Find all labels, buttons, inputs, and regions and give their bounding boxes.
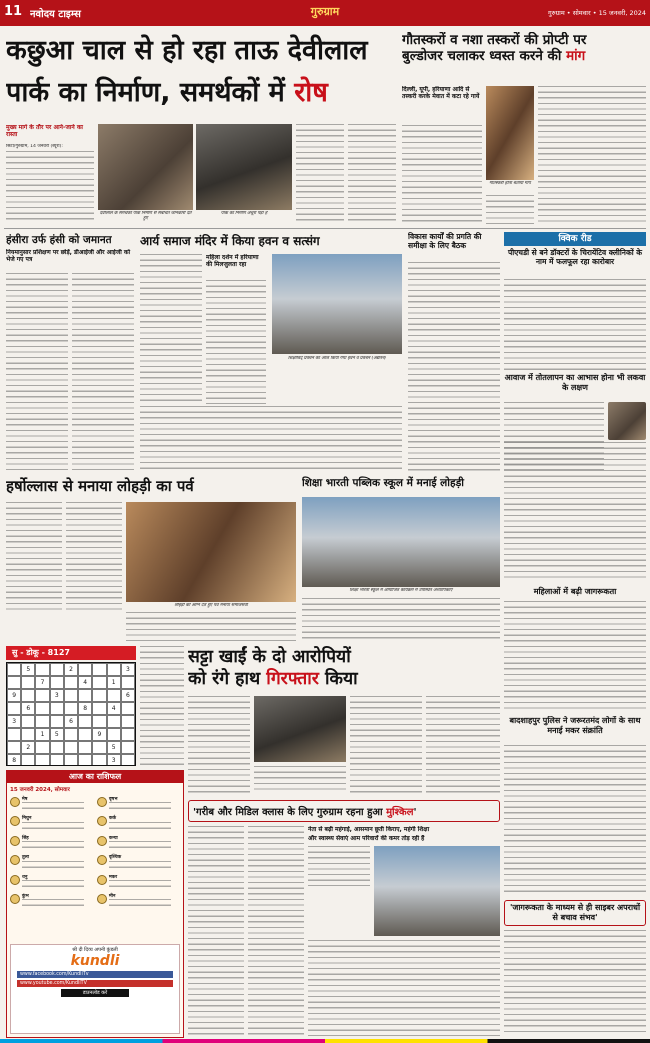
sudoku-cell <box>64 754 78 766</box>
sudoku-cell: 6 <box>64 715 78 728</box>
sudoku-cell <box>50 741 64 754</box>
lead-caption-2: पार्क का निर्माण अधूरा पड़ा है <box>220 211 268 216</box>
sudoku-cell: 3 <box>7 715 21 728</box>
sudoku-cell: 8 <box>78 702 92 715</box>
zodiac-text <box>109 802 171 813</box>
sudoku-cell: 2 <box>64 663 78 676</box>
sudoku-cell <box>64 728 78 741</box>
lead-headline <box>6 30 394 120</box>
arya-caption: शिक्षाविद् प्रवचन का आज किया गया हवन व प्रवचन (अद्यतन) <box>288 356 386 361</box>
sudoku-cell <box>35 663 49 676</box>
zodiac-item <box>10 894 93 910</box>
zodiac-text <box>109 822 171 833</box>
zodiac-item <box>97 836 180 852</box>
zodiac-icon <box>10 797 20 807</box>
divider <box>4 228 646 229</box>
sudoku-cell: 3 <box>50 689 64 702</box>
sudoku-cell: 5 <box>21 663 35 676</box>
satta-headline-d: किया <box>318 669 358 689</box>
satta-body-a <box>188 696 250 794</box>
sudoku-cell <box>50 754 64 766</box>
bulldozer-headline-a: गौतस्करों व नशा तस्करों की प्रोप्टी पर <box>402 32 587 48</box>
zodiac-icon <box>97 836 107 846</box>
zodiac-sign-name: वृश्चिक <box>109 855 122 861</box>
zodiac-icon <box>10 875 20 885</box>
sudoku-cell <box>121 676 135 689</box>
zodiac-sign-name: कर्क <box>109 816 117 822</box>
zodiac-sign-name: कन्या <box>109 835 118 841</box>
page-number: 11 <box>4 4 23 19</box>
zodiac-icon <box>10 894 20 904</box>
lohri1-caption: लोहड़ी की अग्नि देते हुए पर्व मनाया समाजसेवी <box>174 603 248 608</box>
lead-headline-line1: कछुआ चाल से हो रहा ताऊ देवीलाल <box>6 35 368 66</box>
bulldozer-body-b <box>486 195 534 225</box>
bail-headline: हंसीरा उर्फ हंसी को जमानत <box>6 234 112 246</box>
zodiac-text <box>22 861 84 872</box>
zodiac-item <box>97 816 180 832</box>
sudoku-cell <box>35 715 49 728</box>
zodiac-icon <box>10 836 20 846</box>
sudoku-cell: 8 <box>7 754 21 766</box>
sudoku-cell <box>50 676 64 689</box>
lead-body-col4 <box>348 124 396 224</box>
arya-headline: आर्य समाज मंदिर में किया हवन व सत्संग <box>140 234 320 248</box>
lead-photo-2 <box>196 124 292 210</box>
satta-headline-a: सट्टा खाईं के दो आरोपियों <box>188 647 351 667</box>
bail-body-a <box>6 273 68 473</box>
zodiac-item <box>97 797 180 813</box>
zodiac-icon <box>97 875 107 885</box>
lohri1-body-a <box>6 502 62 612</box>
arya-body-b <box>206 280 266 404</box>
sudoku-cell <box>64 689 78 702</box>
zodiac-sign-name: वृषभ <box>109 797 118 802</box>
sudoku-rules <box>140 646 184 766</box>
zodiac-sign-name: सिंह <box>22 835 29 841</box>
zodiac-icon <box>10 855 20 865</box>
crime-body <box>504 279 646 371</box>
sudoku-cell <box>21 689 35 702</box>
sudoku-cell: 9 <box>92 728 106 741</box>
lead-body-col1 <box>6 151 94 223</box>
sudoku-cell <box>107 663 121 676</box>
sudoku-cell <box>92 676 106 689</box>
sudoku-cell <box>121 715 135 728</box>
sudoku-cell <box>78 689 92 702</box>
zodiac-text <box>109 841 171 852</box>
badshahpur-headline: बादशाहपुर पुलिस ने जरूरतमंद लोगों के साथ मनाई मकर संक्रांति <box>509 716 641 735</box>
color-registration-strip <box>0 1039 650 1043</box>
zodiac-item <box>10 855 93 871</box>
sudoku-cell: 4 <box>78 676 92 689</box>
sudoku-cell <box>78 728 92 741</box>
medical-subhead-1: नेता से बढ़ी महंगाई, आसमान छूती किराए, महंगी शिक्षा <box>308 826 430 833</box>
medical-headline-a: 'गरीब और मिडिल क्लास के लिए गुरुग्राम रहना हुआ <box>193 807 387 818</box>
satta-photo <box>254 696 346 762</box>
zodiac-text <box>22 822 84 833</box>
zodiac-item <box>10 875 93 891</box>
sudoku-cell <box>35 702 49 715</box>
women-body <box>504 601 646 713</box>
sudoku-cell <box>64 702 78 715</box>
sudoku-cell <box>50 663 64 676</box>
zodiac-item <box>10 816 93 832</box>
sudoku-cell: 5 <box>107 741 121 754</box>
horoscope-date: 15 जनवरी 2024, सोमवार <box>10 787 70 793</box>
zodiac-item <box>97 875 180 891</box>
zodiac-item <box>10 797 93 813</box>
sudoku-cell <box>92 689 106 702</box>
bulldozer-headline-c: मांग <box>566 48 586 64</box>
sudoku-grid <box>6 662 136 766</box>
zodiac-sign-name: मकर <box>109 874 118 880</box>
arya-subhead: महिला दर्शन में हरियाणा की मिलजुलता रहा <box>206 254 259 268</box>
sudoku-cell <box>7 702 21 715</box>
sudoku-cell: 5 <box>50 728 64 741</box>
awaz-headline: आवाज में तोतलापन का आभास होना भी लकवा के लक्षण <box>504 373 646 392</box>
sudoku-cell: 4 <box>107 702 121 715</box>
lohri2-photo <box>302 497 500 587</box>
horoscope-title: आज का राशिफल <box>7 771 183 783</box>
sudoku-cell <box>92 715 106 728</box>
lohri2-body <box>302 598 500 642</box>
paper-name: नवोदय टाइम्स <box>30 9 81 20</box>
medical-headline-b: मुश्किल <box>386 807 414 818</box>
sudoku-cell <box>7 741 21 754</box>
sudoku-cell <box>121 702 135 715</box>
medical-body-c <box>308 846 370 886</box>
bulldozer-body-a <box>402 125 482 225</box>
sudoku-cell <box>107 715 121 728</box>
section-label: गुरुग्राम <box>310 5 340 18</box>
sudoku-cell <box>21 754 35 766</box>
medical-body-a <box>188 826 244 1036</box>
sudoku-cell <box>7 663 21 676</box>
sudoku-cell <box>21 676 35 689</box>
awaz-photo <box>608 402 646 440</box>
arya-body-a <box>140 254 202 404</box>
bail-body-b <box>72 273 134 473</box>
sudoku-cell <box>35 689 49 702</box>
awaz-body-2 <box>504 442 646 582</box>
sudoku-cell: 6 <box>121 689 135 702</box>
sudoku-cell <box>35 741 49 754</box>
satta-body-b <box>254 766 346 794</box>
zodiac-sign-name: धनु <box>22 874 28 880</box>
sudoku-title-bar <box>6 646 136 660</box>
lead-kicker: मुख्य मार्ग के तौर पर आने-जाने का रास्ता <box>6 124 83 138</box>
sudoku-cell <box>92 702 106 715</box>
zodiac-sign-name: मेष <box>22 797 28 802</box>
sudoku-cell <box>50 702 64 715</box>
lead-dateline: सिटी/गुरुग्राम, 14 जनवरी (ब्यूरो): <box>6 144 63 149</box>
medical-body-d <box>308 940 500 1036</box>
sudoku-cell <box>7 728 21 741</box>
zodiac-sign-name: तुला <box>22 855 29 861</box>
zodiac-item <box>97 894 180 910</box>
lead-headline-line2-a: पार्क का निर्माण, समर्थकों में <box>6 77 295 108</box>
lead-caption-1: देवीलाल के समर्थकों पार्क निर्माण से संबंधित जानकारी देते हुए <box>99 211 192 222</box>
zodiac-item <box>97 855 180 871</box>
zodiac-text <box>109 880 171 891</box>
bulldozer-caption: गौतस्करी होता बताया गाय <box>489 181 531 186</box>
zodiac-item <box>10 836 93 852</box>
sudoku-cell <box>92 754 106 766</box>
progress-body <box>408 262 500 472</box>
lohri1-body-c <box>126 612 296 642</box>
quick-read-title: क्विक रीड <box>558 234 592 244</box>
sudoku-cell <box>107 689 121 702</box>
satta-headline-c: गिरफ्तार <box>266 669 319 689</box>
jagrukta-body <box>504 930 646 1036</box>
sudoku-cell <box>92 663 106 676</box>
city-photo <box>374 846 500 936</box>
sudoku-cell <box>78 754 92 766</box>
zodiac-sign-name: मिथुन <box>22 816 32 822</box>
progress-headline: विकास कार्यों की प्रगति की समीक्षा के लिए बैठक <box>408 232 482 250</box>
sudoku-cell <box>78 715 92 728</box>
sudoku-cell <box>50 715 64 728</box>
bail-subhead: नियमानुसार प्रशिक्षण पर छोड़ें, डीआईजी और आईजी को भेजे गए पत्र <box>6 249 131 263</box>
zodiac-text <box>22 841 84 852</box>
medical-headline <box>188 800 500 822</box>
horoscope-box <box>6 770 184 1038</box>
sudoku-cell <box>78 663 92 676</box>
medical-headline-c: ' <box>413 807 417 818</box>
zodiac-text <box>22 802 84 813</box>
zodiac-icon <box>97 855 107 865</box>
zodiac-list <box>7 795 183 912</box>
sudoku-cell: 6 <box>21 702 35 715</box>
sudoku-cell: 1 <box>107 676 121 689</box>
sudoku-cell <box>35 754 49 766</box>
satta-headline-b: को रंगे हाथ <box>188 669 267 689</box>
sudoku-cell <box>121 728 135 741</box>
kundli-youtube: www.youtube.com/KundliTV <box>17 980 173 987</box>
sudoku-cell: 1 <box>35 728 49 741</box>
lead-photo-1 <box>98 124 193 210</box>
lohri1-photo <box>126 502 296 602</box>
kundli-ad <box>10 944 180 1034</box>
bulldozer-body-c <box>538 86 646 224</box>
sudoku-cell: 2 <box>21 741 35 754</box>
zodiac-icon <box>97 797 107 807</box>
bulldozer-headline <box>402 32 646 80</box>
sudoku-title: सु - डोकू - 8127 <box>12 648 70 657</box>
badshahpur-body <box>504 745 646 895</box>
lead-headline-line2 <box>6 72 394 114</box>
masthead <box>0 0 650 26</box>
lohri1-headline: हर्षोल्लास से मनाया लोहड़ी का पर्व <box>6 477 194 495</box>
sudoku-cell <box>21 715 35 728</box>
zodiac-icon <box>97 816 107 826</box>
kundli-tagline: श्री दी दिव्य अपनी कुंडली <box>72 947 118 953</box>
zodiac-sign-name: मीन <box>109 894 116 900</box>
satta-body-d <box>426 696 500 794</box>
satta-headline <box>188 646 500 692</box>
lohri2-headline: शिक्षा भारती पब्लिक स्कूल में मनाई लोहड़ी <box>302 477 464 489</box>
zodiac-icon <box>97 894 107 904</box>
lohri1-body-b <box>66 502 122 612</box>
sudoku-cell <box>92 741 106 754</box>
bulldozer-headline-b: बुल्डोजर चलाकर ध्वस्त करने की <box>402 48 567 64</box>
medical-subhead-2: और स्वास्थ्य सेवाएं आम परिवारों की कमर तोड़ रही हैं <box>308 835 425 842</box>
sudoku-cell <box>121 741 135 754</box>
kundli-facebook: www.facebook.com/KundliTv <box>17 971 173 978</box>
lead-body-col3 <box>296 124 344 224</box>
zodiac-text <box>109 861 171 872</box>
zodiac-text <box>22 899 84 910</box>
sudoku-cell <box>78 741 92 754</box>
sudoku-cell: 3 <box>107 754 121 766</box>
zodiac-icon <box>10 816 20 826</box>
bulldozer-subhead: दिल्ली, यूपी, हरियाणा आदि से तस्करी करके मेवात में कटा रहे गायें <box>402 86 480 100</box>
zodiac-sign-name: कुंभ <box>22 894 29 900</box>
arya-body-c <box>140 406 402 472</box>
lohri2-caption: शिक्षा भारती स्कूल में आयोजित कार्यक्रम में उपस्थित अध्यापिकाएं <box>349 588 453 593</box>
sudoku-cell <box>7 676 21 689</box>
zodiac-text <box>109 899 171 910</box>
medical-body-b <box>248 826 304 1036</box>
zodiac-text <box>22 880 84 891</box>
lead-headline-line2-b: रोष <box>294 77 328 108</box>
jagrukta-headline: 'जागरूकता के माध्यम से ही साइबर अपराधों से बचाव संभव' <box>504 900 646 926</box>
sudoku-cell <box>21 728 35 741</box>
women-headline: महिलाओं में बढ़ी जागरूकता <box>533 587 617 596</box>
sudoku-cell <box>64 741 78 754</box>
crime-headline: पीएचडी से बने डॉक्टरों के चिरायेंटिव क्लीनिकों के नाम में फलफूल रहा कारोबार <box>507 248 643 266</box>
arya-photo <box>272 254 402 354</box>
kundli-brand: kundli <box>70 953 120 969</box>
sudoku-cell: 7 <box>35 676 49 689</box>
quick-read-box <box>504 232 646 246</box>
satta-body-c <box>350 696 422 794</box>
sudoku-cell <box>64 676 78 689</box>
dateline: गुरुग्राम • सोमवार • 15 जनवरी, 2024 <box>547 9 646 17</box>
bulldozer-photo <box>486 86 534 180</box>
sudoku-cell: 3 <box>121 663 135 676</box>
sudoku-cell: 9 <box>7 689 21 702</box>
kundli-download-button[interactable]: डाउनलोड करें <box>61 989 129 997</box>
sudoku-cell <box>107 728 121 741</box>
sudoku-cell <box>121 754 135 766</box>
